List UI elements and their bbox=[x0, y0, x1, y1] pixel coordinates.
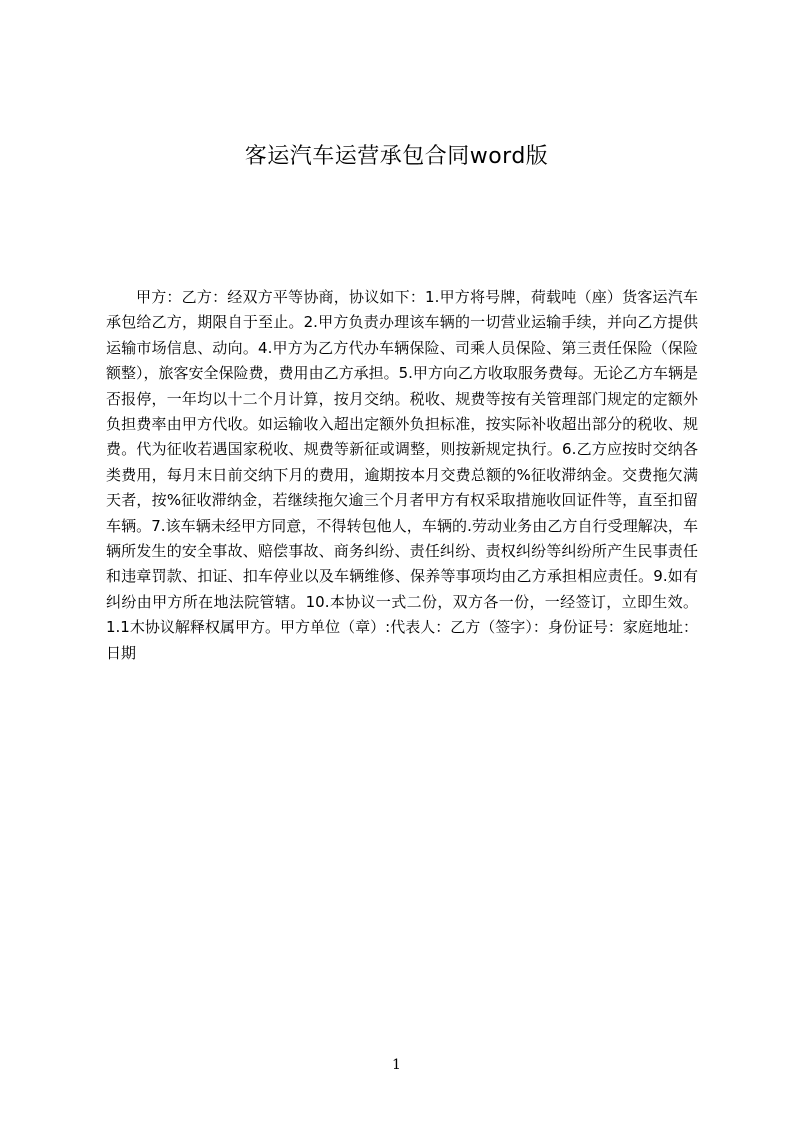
document-title: 客运汽车运营承包合同word版 bbox=[244, 144, 549, 169]
page-number: 1 bbox=[392, 1057, 401, 1073]
contract-body-paragraph: 甲方：乙方：经双方平等协商，协议如下：1.甲方将号牌，荷载吨（座）货客运汽车承包给乙方，期限自于至止。2.甲方负责办理该车辆的一切营业运输手续，并向乙方提供运输市场信息、动向。4.甲方为乙方代办车辆保险、司乘人员保险、第三责任保险（保险额整），旅客安全保险费，费用由乙方承担。5.甲方向乙方收取服务费每。无论乙方车辆是否报停，一年均以十二个月计算，按月交纳。税收、规费等按有关管理部门规定的定额外负担费率由甲方代收。如运输收入超出定额外负担标准，按实际补收超出部分的税收、规费。代为征收若遇国家税收、规费等新征或调整，则按新规定执行。6.乙方应按时交纳各类费用，每月末日前交纳下月的费用，逾期按本月交费总额的%征收滞纳金。交费拖欠满天者，按%征收滞纳金，若继续拖欠逾三个月者甲方有权采取措施收回证件等，直至扣留车辆。7.该车辆未经甲方同意，不得转包他人，车辆的.劳动业务由乙方自行受理解决，车辆所发生的安全事故、赔偿事故、商务纠纷、责任纠纷、责权纠纷等纠纷所产生民事责任和违章罚款、扣证、扣车停业以及车辆维修、保养等事项均由乙方承担相应责任。9.如有纠纷由甲方所在地法院管辖。10.本协议一式二份，双方各一份，一经签订，立即生效。1.1木协议解释权属甲方。甲方单位（章）:代表人：乙方（签字）：身份证号：家庭地址：日期 bbox=[106, 288, 698, 662]
